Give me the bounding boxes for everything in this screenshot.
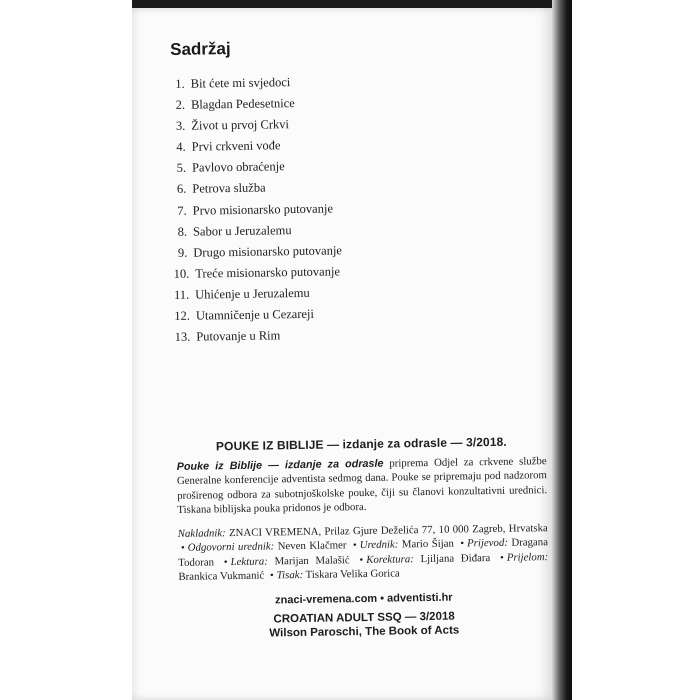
credit-role: Korektura: [366,553,414,566]
credit-role: Nakladnik: [177,527,226,541]
credit-separator: • [180,542,185,555]
credit-role: Lektura: [230,555,268,568]
credit-value: Dragana Todoran [178,536,549,569]
credit-role: Odgovorni urednik: [187,540,275,555]
toc-item-number: 11. [173,287,190,302]
credit-role: Prijevod: [467,537,509,550]
toc-item-number: 5. [176,161,187,176]
toc-item-number: 2. [175,97,186,113]
credit-value: Marijan Malašić [274,554,350,568]
original-book: Wilson Paroschi, The Book of Acts [269,624,460,640]
toc-item-label: Blagdan Pedesetnice [190,96,295,112]
edition-code: CROATIAN ADULT SSQ — 3/2018 [273,610,455,626]
toc-title: Sadržaj [170,39,231,59]
toc-item-number: 13. [174,329,191,345]
page-content [170,34,549,640]
credit-separator: • [223,555,228,568]
book-spine-shadow [552,0,572,700]
toc-item-label: Treće misionarsko putovanje [195,264,341,281]
credit-value: ZNACI VREMENA, Prilaz Gjure Deželića 77, 10 000 Zagreb, Hrvatska [228,522,548,540]
book-page [132,8,552,700]
toc-item-number: 1. [175,76,185,91]
credit-value: Tiskara Velika Gorica [305,567,400,582]
toc-item-label: Uhićenje u Jeruzalemu [195,285,310,302]
background-right [572,0,700,700]
toc-item-label: Pavlovo obraćenje [191,159,285,176]
credit-value: Neven Klačmer [277,539,347,553]
toc-item-label: Život u prvoj Crkvi [191,117,290,133]
toc-item-label: Prvo misionarsko putovanje [192,201,334,218]
toc-item-label: Bit ćete mi svjedoci [190,75,291,91]
toc-item-number: 4. [176,140,186,155]
toc-item-label: Petrova služba [192,180,266,197]
credit-role: Tisak: [276,569,304,582]
credit-separator: • [359,553,364,566]
credit-role: Urednik: [359,538,399,552]
credit-value: Brankica Vukmanić [178,569,265,584]
credit-value: Ljiljana Điđara [420,551,491,565]
toc-item-label: Prvi crkveni vođe [191,138,281,154]
toc-item [175,321,545,348]
toc-item-number: 12. [174,308,191,323]
toc-list [171,68,545,348]
toc-item-label: Drugo misionarsko putovanje [193,243,343,260]
toc-item-number: 6. [176,182,187,197]
imprint-body: priprema Odjel za crkvene službe Generalne konferencije adventista sedmog dana. Pouke se pripremaju pod nadzorom proširenog odbora za subotnjoškolske pouke, čiji su članovi konzultativni urednici. Tiskana biblijska pouka pridonos je odbora. [176,455,548,516]
toc-item-label: Sabor u Jeruzalemu [192,222,292,239]
credit-separator: • [269,569,274,582]
imprint-credits [178,521,549,584]
toc-item-label: Putovanje u Rim [196,328,281,344]
toc-item-number: 7. [177,203,187,218]
toc-item-number: 8. [177,224,188,239]
imprint-heading: POUKE IZ BIBLIJE — izdanje za odrasle — 3/2018. [215,434,507,454]
toc-item-number: 10. [173,266,190,281]
credit-separator: • [460,537,465,550]
imprint-lead: Pouke iz Biblije — izdanje za odrasle [176,457,384,473]
websites: znaci-vremena.com • adventisti.hr [274,592,453,607]
imprint-section [176,434,549,642]
imprint-footer [179,590,550,642]
book-top-edge [132,0,570,8]
imprint-description [177,454,548,517]
credit-value: Mario Šijan [401,538,454,551]
background-left [0,0,132,700]
toc-item-number: 9. [177,245,188,260]
credit-separator: • [352,539,357,552]
toc-item-number: 3. [175,118,186,134]
credit-role: Prijelom: [506,550,549,564]
credit-separator: • [499,551,504,564]
toc-item-label: Utamničenje u Cezareji [195,306,315,323]
